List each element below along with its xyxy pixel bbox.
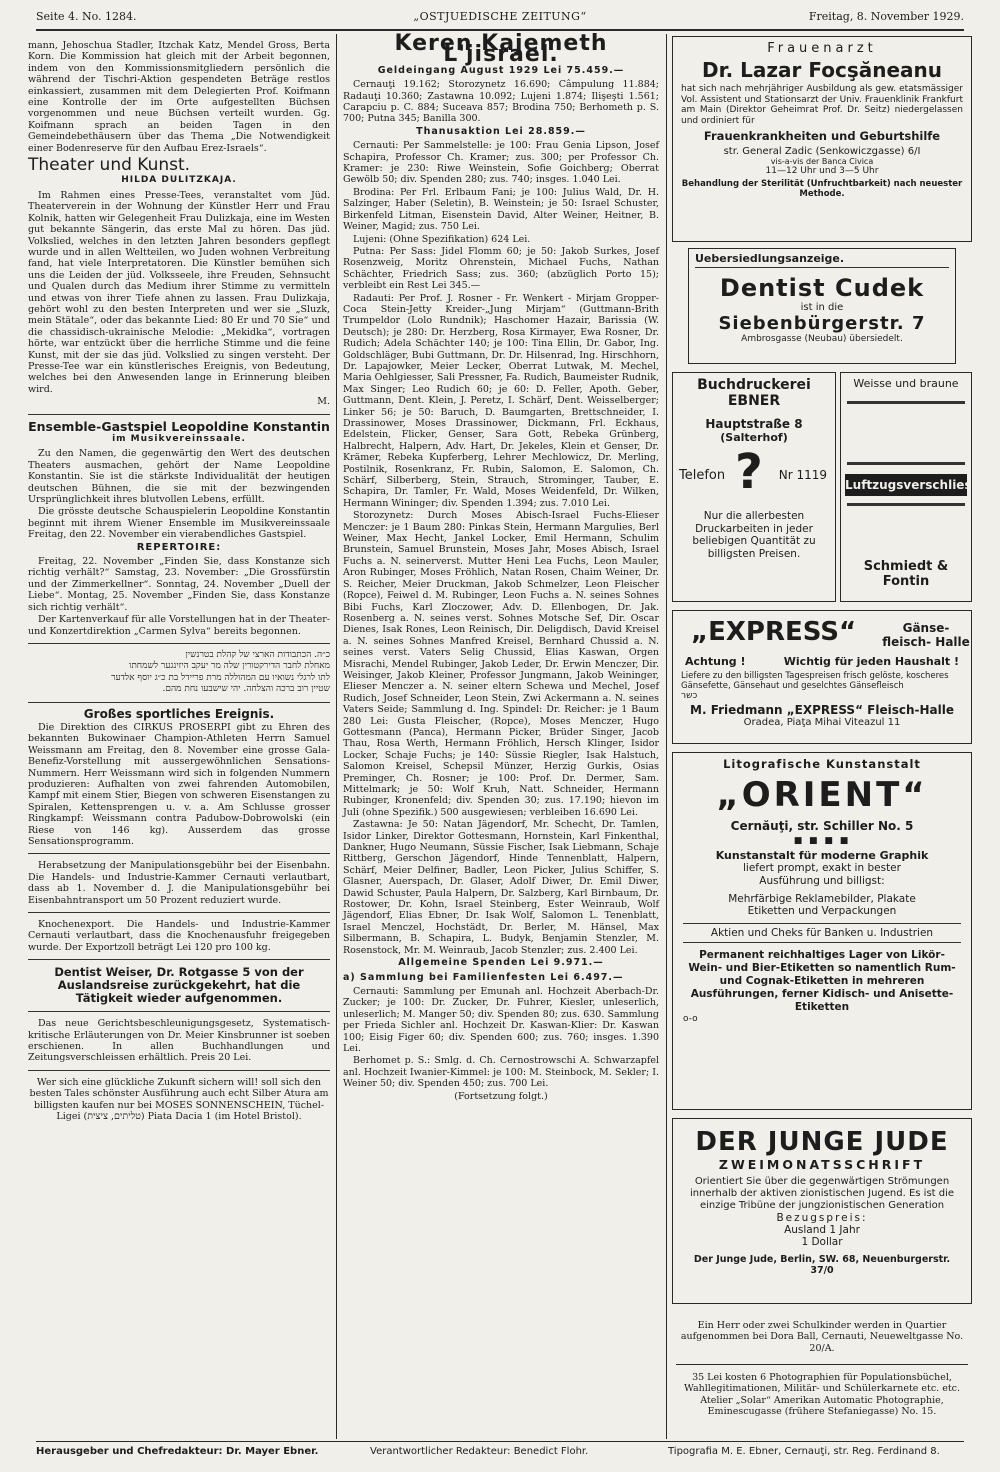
ad-heading: Frauenarzt [767, 41, 877, 56]
ad-der-junge-jude [672, 1118, 972, 1304]
footer-editor: Verantwortlicher Redakteur: Benedict Flohr. [370, 1446, 589, 1457]
ad-text: o-o [683, 1014, 698, 1024]
article-text: Putna: Per Sass: Jidel Flomm 60; je 50: Jakob Surkes, Josef Rosenzweig, Moritz Ohrenstein, Michael Fuchs, Nathan Schächter, Friedrich Sass; zus. 360; (abzüglich Porto 15); verbleibt ein Rest Lei 345.— [343, 245, 659, 292]
ad-address: Hauptstraße 8 [705, 417, 803, 431]
column-1 [28, 40, 330, 1124]
ad-kosher-label: כשר [681, 691, 698, 701]
ad-phone-label: Telefon [679, 468, 726, 483]
footer-publisher: Herausgeber und Chefredakteur: Dr. Mayer Ebner. [36, 1446, 319, 1457]
article-text: Das neue Gerichtsbeschleunigungsgesetz, Systematisch-kritische Erläuterungen von Dr. Meier Kinsbrunner ist soeben erschienen. In allen Buchhandlungen und Zeitungsverschleissen erhältlich. Preis 20 Lei. [28, 1018, 330, 1064]
ad-address: Oradea, Piaţa Mihai Viteazul 11 [743, 717, 901, 728]
column-rule-2 [666, 34, 667, 1439]
divider [28, 1070, 330, 1071]
ad-text: hat sich nach mehrjähriger Ausbildung als gew. etatsmässiger Vol. Assistent und Stationsarzt der Univ. Frauenklinik Frankfurt am Main (Direktor Geheimrat Prof. Dr. Seitz) niedergelassen und ordiniert für [681, 84, 963, 126]
notice-solar [676, 1372, 968, 1419]
ad-dentist-name: Dentist Cudek [719, 274, 925, 302]
ad-address: Cernăuţi, str. Schiller No. 5 [730, 819, 914, 833]
article-text: Die Direktion des CIRKUS PROSERPI gibt zu Ehren des bekannten Bukowinaer Champion-Athleten Herrn Samuel Weissmann am Freitag, den 8. November eine grosse Gala-Benefiz-Vorstellung mit aussergewöhnlichen Sensations-Nummern. Herr Weissmann wird sich in folgenden Nummern produzieren: Aufhalten von zwei fahrenden Automobilen, Kampf mit einem Stier, Biegen von schweren Eisenstangen zu Spiralen, Kettensprengen u. v. a. Am Schlusse grosser Ringkampf: Weissmann contra Padubow-Dobrowolski (ein Riese von 146 kg). Ausserdem das grosse Sensationsprogramm. [28, 721, 330, 847]
author-signature: M. [317, 396, 330, 408]
issue-date: Freitag, 8. November 1929. [808, 10, 964, 23]
ad-frauenarzt [672, 36, 972, 242]
ad-doctor-name: Dr. Lazar Focşăneanu [702, 58, 942, 82]
ad-company-name: M. Friedmann „EXPRESS“ Fleisch-Halle [690, 703, 954, 717]
article-text: Herabsetzung der Manipulationsgebühr bei der Eisenbahn. Die Handels- und Industrie-Kammer Cernauti verlautbart, dass ab 1. November d. J. die Manipulationsgebühr bei Eisenbahntransport um 50 Prozent reduziert wurde. [28, 860, 330, 906]
ad-hours: 11—12 Uhr und 3—5 Uhr [765, 166, 879, 176]
notice-text: Ein Herr oder zwei Schulkinder werden in Quartier aufgenommen bei Dora Ball, Cernauti, Neueweltgasse No. 20/A. [680, 1320, 964, 1354]
article-text: mann, Jehoschua Stadler, Itzchak Katz, Mendel Gross, Berta Korn. Die Kommission hat gleich mit der Arbeit begonnen, indem von den Kommissionsmitgliedern persönlich die während der Tischri-Aktion gespendeten Beträge restlos einkassiert, zusammen mit dem Delegierten Prof. Koifmann eine Kontrolle der im Orte aufgestellten Büchsen vorgenommen und neue Büchsen verteilt wurden. Gg. Koifmann sprach an beiden Tagen in den Gemeindebethäusern über das Thema „Die Notwendigkeit einer Bodenreserve für den Aufbau Erez-Israels“. [28, 40, 330, 154]
question-mark-icon: ? [735, 444, 763, 500]
divider [676, 1364, 968, 1365]
article-text: Lujeni: (Ohne Spezifikation) 624 Lei. [353, 233, 531, 245]
ad-address: Der Junge Jude, Berlin, SW. 68, Neuenburgerstr. 37/0 [693, 1254, 951, 1276]
ad-schmiedt-fontin [840, 372, 993, 602]
ad-product: Luftzugsverschliesser [845, 474, 967, 496]
ad-text: Ambrosgasse (Neubau) übersiedelt. [741, 334, 903, 344]
ad-text: Liefere zu den billigsten Tagespreisen frisch gelöste, koscheres Gänsefette, Gänsehaut und geselchtes Gänsefleisch [681, 671, 949, 691]
divider [28, 643, 330, 644]
ad-address: str. General Zadic (Senkowiczgasse) 6/I [723, 146, 921, 157]
article-text: Wer sich eine glückliche Zukunft sichern will! soll sich den besten Tales schönster Ausführung auch echt Silber Atura am billigsten kaufen nur bei MOSES SONNENSCHEIN, Tüchel-Ligei (טליתים, ציצית) Piata Dacia 1 (im Hotel Bristol). [29, 1076, 329, 1123]
ornament-icon: ■ ■ ■ ■ [793, 836, 851, 846]
ad-text: Nur die allerbesten Druckarbeiten in jeder beliebigen Quantität zu billigsten Preisen. [692, 510, 816, 560]
ad-text: Ausland 1 Jahr [784, 1224, 860, 1236]
ad-orient [672, 752, 972, 1110]
ad-text: Bezugspreis: [776, 1212, 868, 1224]
article-title: Ensemble-Gastspiel Leopoldine Konstantin [28, 418, 330, 434]
article-title: Großes sportliches Ereignis. [83, 706, 275, 721]
article-text: Brodina: Per Frl. Erlbaum Fani; je 100: Julius Wald, Dr. H. Salzinger, Haber (Seletin), B. Weinstein; je 50: Israel Schuster, Birkenfeld Litman, Eisenstein David, Alter Weiner, Heitner, B. Weiner, Magid; zus. 750 Lei. [343, 186, 659, 233]
ad-buchdruckerei-ebner [672, 372, 836, 602]
ad-address: Siebenbürgerstr. 7 [718, 313, 926, 334]
ad-brand: „EXPRESS“ [691, 617, 857, 647]
article-text: Zastawna: Je 50: Natan Jägendorf, Mr. Schecht, Dr. Tamlen, Isidor Linker, Direktor Gottesmann, Hornstein, Karl Finkenthal, Dankner, Hugo Neumann, Süssie Fischer, Isak Liebmann, Schaje Rittberg, Gerschon Jägendorf, Hinde Tennenblatt, Halpern, Schärf, Meier Delfiner, Badler, Leon Picker, Julius Schiffer, S. Glasner, Auerspach, Dr. Glaser, Adolf Diwer, Dr. Emil Diwer, Dawid Schuster, Paula Halpern, Dr. Salzberg, Karl Birnbaum, Dr. Rostower, Dr. Kohn, Israel Steinberg, Ester Weinraub, Wolf Jägendorf, Elias Ebner, Dr. Isak Wolf, Salomon L. Tenenblatt, Israel Menczel, Hochstädt, Dr. Berler, M. Hänsel, Max Silbermann, B. Schapira, L. Budyk, Benjamin Stenzler, M. Rosenstock, Mr. M. Weinraub, Jacob Stenzler; zus. 2.400 Lei. [343, 819, 659, 956]
ad-heading: Gänse- fleisch- Halle [882, 621, 970, 649]
repertoire-title: REPERTOIRE: [136, 541, 222, 553]
article-subtitle: im Musikvereinssaale. [112, 434, 246, 444]
newspaper-title: „OSTJUEDISCHE ZEITUNG“ [413, 10, 587, 23]
section-title: Theater und Kunst. [28, 155, 191, 176]
ad-text: Mehrfärbige Reklamebilder, Plakate [728, 893, 916, 905]
article-text: Radauti: Per Prof. J. Rosner - Fr. Wenkert - Mirjam Gropper-Coca Stein-Jetty Kreider-„Jung Mirjam“ (Guttmann-Brith Trumpeldor (Lolo Rundnik); Haschomer Hazair, Barissia (W. Deutsch); je 280: Dr. Herzberg, Rosa Kirmayer, Ewa Rosner, Dr. Rudich; Adela Schächter 140; je 100: Tina Ellin, Dr. Gabor, Ing. Goldschläger, Bubi Guttmann, Dr. Dr. Hilsenrad, Ing. Hirschhorn, Dr. Lapajowker, Meier Lecker, Oberrat Lutwak, M. Mechel, Maria Oehlgiesser, Sali Pressner, Fa. Rudich, Baumeister Rudnik, Max Singer; Leo Rudich 60; je 60: D. Feller, Apoth. Geber, Guttmann, Dent. Klein, J. Peretz, I. Schärf, Dent. Weisselberger; Linker 56; je 50: Baruch, D. Baumgarten, Brettschneider, I. Drassinower, Moses Drassinower, Dickmann, Frl. Eckhaus, Edelstein, Flicker, Genser, Sara Gott, Rebeka Grünberg, Halbrecht, Halpern, Adv. Hart, Dr. Jekeles, Klein et Genser, Dr. Krämer, Rebeka Kupferberg, Lehrer Mechlowicz, Dr. Merling, Postilnik, Rosenkranz, Fr. Rubin, Salomon, E. Salomon, Ch. Schärf, Silberberg, Stein, Strauch, Strominger, Tauber, E. Schapira, Dr. Tamler, Fr. Wald, Moses Weidenfeld, Dr. Wilken, Hermann Wininger; div. Spenden 1.394; zus. 7.010 Lei. [343, 292, 659, 509]
ad-specialty: Frauenkrankheiten und Geburtshilfe [703, 129, 941, 143]
ad-text: Etiketten und Verpackungen [747, 905, 897, 917]
ad-heading: Buchdruckerei EBNER [697, 377, 811, 409]
article-text: Die grösste deutsche Schauspielerin Leopoldine Konstantin beginnt mit ihrem Wiener Ensemble im Musikvereinssaale Freitag, den 22. November ein vierabendliches Gastspiel. [28, 506, 330, 541]
divider [28, 959, 330, 960]
column-rule-1 [336, 34, 337, 1439]
continuation-note: (Fortsetzung folgt.) [454, 1090, 548, 1102]
ad-text: Achtung ! [685, 655, 746, 668]
article-text: Im Rahmen eines Presse-Tees, veranstaltet vom Jüd. Theaterverein in der Wohnung der Künstler Herr und Frau Kolnik, hatten wir Gelegenheit Frau Dulizkaja, eine im Westen gut bekannte Sängerin, das erste Mal zu hören. Das jüd. Volkslied, welches in den letzten Jahren besonders gepflegt wurde und in allen Weltteilen, wo Juden wohnen Verbreitung fand, hat viele Interpretatoren. Die Künstler bemühen sich uns die Leiden der jüd. Volksseele, ihre Freuden, Sehnsucht und Qualen durch das Medium ihrer Stimme zu vermitteln und etwas von ihrer Tiefe ahnen zu lassen. Frau Dulizkaja, gehört wohl zu den besten Interpreten und wer sie „Sluzk, mein Stätale“, oder das bekannte Lied: 80 Er und 70 Sie“ und die chassidisch-ukrainische Melodie: „Mekidka“, vortragen hörte, war entzückt über die herrliche Stimme und die feine Kunst, mit der sie das jüd. Volkslied zu singen versteht. Der Presse-Tee war ein künstlerisches Ereignis, von Bedeutung, welches bei den Anwesenden lange in Erinnerung bleiben wird. [28, 189, 330, 395]
ad-phone-number: Nr 1119 [778, 468, 827, 482]
article-text: Zu den Namen, die gegenwärtig den Wert des deutschen Theaters ausmachen, gehört der Name Leopoldine Konstantin. Sie ist die stärkste Individualität der heutigen deutschen Bühnen, die sie mit der bezwingenden Ursprünglichkeit ihres blutvollen Lebens, erfüllt. [28, 448, 330, 506]
ad-text: Orientiert Sie über die gegenwärtigen Strömungen innerhalb der aktiven zionistischen Jugend. Es ist die einzige Tribüne der jungzionistischen Generation [689, 1176, 955, 1211]
ad-heading: Litografische Kunstanstalt [723, 757, 921, 771]
article-text: Cernauti: Sammlung per Emunah anl. Hochzeit Aberbach-Dr. Zucker; je 100: Dr. Zucker, Dr. Fuhrer, Kiesler, unleserlich, unleserlich; M. Manger 50; div. Spenden 80; zus. 630. Sammlung per Frieda Sichler anl. Hochzeit Dr. Kaswan-Klier: Dr. Kaswan 100; Eisig Figer 60; div. Spenden 600; zus. 760; insges. 1.390 Lei. [343, 985, 659, 1054]
article-subtitle: Geldeingang August 1929 Lei 75.459.— [377, 64, 625, 76]
ad-text: liefert prompt, exakt in bester Ausführung und billigst: [743, 862, 901, 887]
ad-brand: „ORIENT“ [716, 775, 928, 815]
footer-rule [36, 1441, 964, 1442]
article-text: Cernauti: Per Sammelstelle: je 100: Frau Genia Lipson, Josef Schapira, Professor Ch. Kramer; zus. 300; per Professor Ch. Kramer: je 230: Riwe Weinstein, Sofie Goichberg; Oberrat Gewölb 50; div. Spenden 280; zus. 740; insges. 1.040 Lei. [343, 140, 659, 186]
article-text: Knochenexport. Die Handels- und Industrie-Kammer Cernauti verlautbart, dass die Knochenausfuhr freigegeben wurde. Der Exportzoll beträgt Lei 120 pro 100 kg. [28, 919, 330, 953]
ad-text: vis-a-vis der Banca Civica [770, 157, 874, 166]
notice-text: 35 Lei kosten 6 Photographien für Populationsbüchel, Wahllegitimationen, Militär- und Schülerkarnete etc. etc. Atelier „Solar“ Amerikan Automatic Photographie, Eminescugasse (frühere Stefaniegasse) No. 15. [684, 1372, 960, 1418]
ad-text: Kunstanstalt für moderne Graphik [715, 849, 929, 862]
article-title: Dentist Weiser, Dr. Rotgasse 5 von der Auslandsreise zurückgekehrt, hat die Tätigkeit wieder aufgenommen. [54, 965, 304, 1006]
article-text: Freitag, 22. November „Finden Sie, dass Konstanze sich richtig verhält?“ Samstag, 23. November: „Die Grossfürstin und der Zimmerkellner“. Sonntag, 24. November „Duell der Liebe“. Montag, 25. November „Finden Sie, dass Konstanze sich richtig verhält“. [28, 556, 330, 613]
article-title: HILDA DULITZKAJA. [121, 175, 237, 186]
ad-text: ist in die [800, 302, 844, 313]
ad-text: Behandlung der Sterilität (Unfruchtbarkeit) nach neuester Methode. [681, 179, 963, 199]
ad-express [672, 610, 972, 744]
ad-heading: ZWEIMONATSSCHRIFT [718, 1157, 926, 1172]
ad-heading: Uebersiedlungsanzeige. [695, 252, 949, 268]
ad-text: 1 Dollar [801, 1236, 843, 1248]
page-number: Seite 4. No. 1284. [36, 10, 137, 23]
hebrew-notice-line: לתו לרגלי נשואיו עם המהוללה מרת פריידל בת כ״ג יוסף אלדער [111, 672, 330, 683]
article-title: Keren Kajemeth L'jisrael. [394, 31, 608, 68]
article-subtitle: Allgemeine Spenden Lei 9.971.— [398, 957, 604, 969]
divider [28, 414, 330, 415]
ad-text: Wichtig für jeden Haushalt ! [783, 655, 959, 668]
page-header [36, 6, 964, 28]
ad-dentist-cudek [688, 248, 956, 364]
divider [28, 1011, 330, 1012]
ad-brand: DER JUNGE JUDE [695, 1127, 949, 1157]
ad-text: Weisse und braune [853, 377, 959, 390]
article-text: Storozynetz: Durch Moses Abisch-Israel Fuchs-Elieser Menczer: je 1 Baum 280: Pinkas Stein, Hermann Margulies, Berl Weiner, Max Hecht, Jankel Locker, Emil Hermann, Schulim Brunstein, Samuel Brunstein, Moses Jahr, Moses Abisch, Israel Fuchs a. N. seinerverst. Mutter Heni Lea Fuchs, Leon Mauler, Aron Rubinger, Moses Fröhlich, Natan Rosen, Chaim Weiner, Dr. S. Reicher, Meier Druckman, Jakob Schmelzer, Leon Fleischer (Ropce), Feiwel d. M. Rubinger, Leon Fuchs a. N. seines Sohnes Bibi Fuchs, Karl Zloczower, Adv. D. Ellenbogen, Dr. Jak. Rosenberg a. N. seines verst. Sohnes Motsche Sef, Dir. Oscar Dienes, Isak Rones, Leon Reinisch, Dir. Deligdisch, David Kreisel a. N. seines Sohnes Manfred Kreisel, Bernhard Chussid a. N. seines verst. Vaters Selig Chussid, Elias Kaswan, Orgen Misrachi, Mendel Rubinger, Jakob Leder, Dr. Erwin Menczer, Dir. Weisinger, Jakob Kleiner, Professor Jungmann, Jakob Weininger, Elieser Menczer a. N. seiner eltern Schewa und Mechel, Josef Rudich, Josef Schneider, Leon Stein, Zwi Ackermann a. N. seines Vaters Seide; Sammlung d. Ing. Spindel: Dr. Reicher: je 1 Baum 280 Lei: Gusta Fleischer, (Ropce), Moses Menczer, Hugo Gottesmann (Panca), Hermann Picker, Brüder Singer, Jacob Thau, Rosa Werth, Hermann Fröhlich, Hersch Klinger, Isidor Locker, Schaje Fuchs; je 140: Süssie Riegler, Isak Halstuch, Salomon Kreisel, Schepsil Münzer, Herzig Gurkis, Osias Preminger, Ch. Rosner; je 100: Prof. Dr. Dermer, Sam. Mittelmark; je 50: Wolf Kruh, Natt. Schneider, Hermann Rubinger, Kronenfeld; div. Spenden 30; zus. 17.190; hievon im Juli (ohne Spezifik.) 500 ausgewiesen; verbleiben 16.690 Lei. [343, 510, 659, 818]
article-subtitle: Thanusaktion Lei 28.859.— [416, 125, 586, 137]
ad-text: Aktien und Cheks für Banken u. Industrien [683, 923, 961, 943]
hebrew-notice-line: מאחלת לחבר הדירקטורין שלה מר יעקב היזינגער לשמחתו [129, 661, 330, 672]
ad-text: Permanent reichhaltiges Lager von Likör- Wein- und Bier-Etiketten so namentlich Rum- und Cognak-Etiketten in mehreren Ausführungen, ferner Kidisch- und Anisette-Etiketten [688, 949, 956, 1013]
ad-company-name: Schmiedt & Fontin [863, 559, 949, 589]
article-subtitle: a) Sammlung bei Familienfesten Lei 6.497.— [343, 971, 624, 983]
hebrew-notice-line: שטיין רוב ברכה והצלחה. יהי שישבעו נחת מהם. [162, 684, 330, 695]
article-text: Der Kartenverkauf für alle Vorstellungen hat in der Theater- und Konzertdirektion „Carmen Sylva“ bereits begonnen. [28, 614, 330, 637]
divider [28, 702, 330, 703]
column-2 [343, 31, 659, 1103]
divider [28, 912, 330, 913]
notice-quartier [676, 1320, 968, 1355]
footer-printer: Tipografia M. E. Ebner, Cernauţi, str. Reg. Ferdinand 8. [668, 1446, 940, 1457]
article-text: Cernauţi 19.162; Storozynetz 16.690; Câmpulung 11.884; Radauţi 10.360; Zastawna 10.092; Lujeni 1.874; Ilişeşti 1.561; Carapciu p. C. 884; Suceava 857; Brodina 750; Berhometh p. S. 700; Putna 345; Banilla 300. [343, 79, 659, 125]
hebrew-notice-line: כ״ה. הכתבודות הארצי של קהלת בטרנשין [185, 649, 330, 660]
divider [28, 853, 330, 854]
article-text: Berhomet p. S.: Smlg. d. Ch. Cernostrowschi A. Schwarzapfel anl. Hochzeit Iwanier-Kimmel: je 100: M. Steinbock, M. Sekler; I. Weiner 50; div. Spenden 450; zus. 700 Lei. [343, 1055, 659, 1090]
ad-text: (Salterhof) [720, 431, 788, 444]
